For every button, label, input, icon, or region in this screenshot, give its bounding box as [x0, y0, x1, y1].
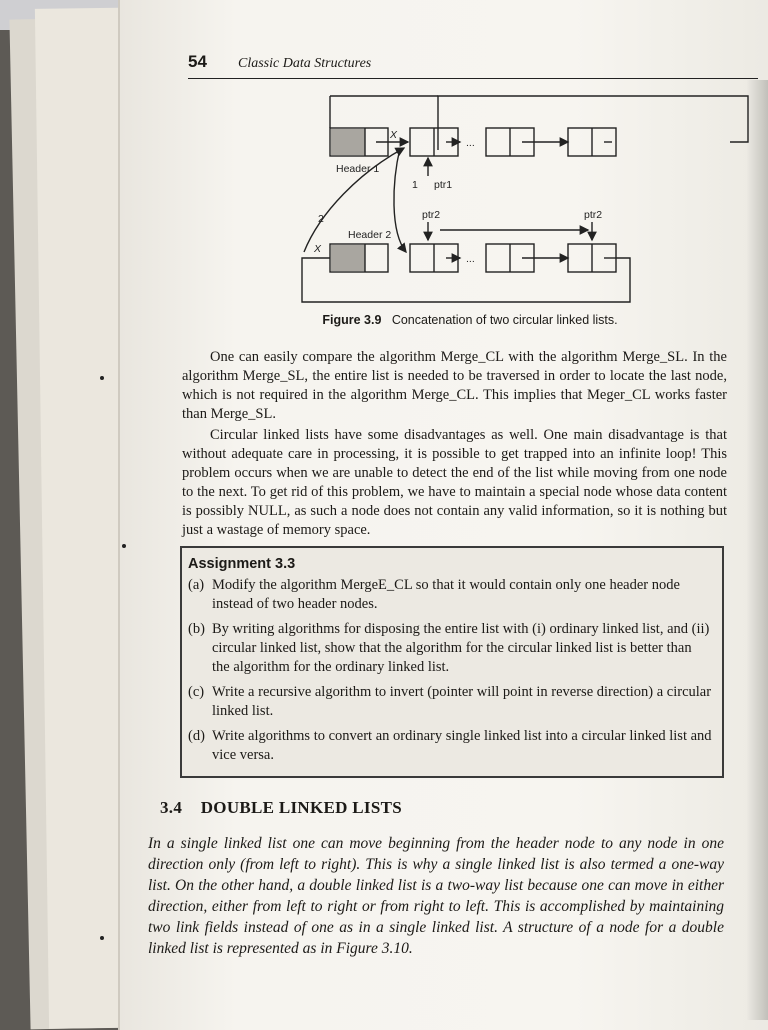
- x-mark-top: X: [390, 129, 398, 141]
- figure-caption: [260, 313, 680, 327]
- circular-lists-diagram: [300, 92, 760, 307]
- ellipsis-bottom: ...: [466, 253, 475, 265]
- running-header: [188, 50, 758, 79]
- ptr2-label-right: ptr2: [584, 209, 603, 221]
- assignment-item: [188, 576, 712, 614]
- page-number: 54: [188, 52, 207, 71]
- assignment-item-label: (b): [188, 621, 205, 637]
- top-loop-line: [438, 96, 748, 150]
- header2-label: Header 2: [348, 229, 392, 241]
- assignment-item: [188, 620, 712, 677]
- x-mark-bottom: X: [314, 243, 322, 255]
- assignment-item-label: (c): [188, 684, 205, 700]
- assignment-title: Assignment 3.3: [188, 556, 296, 572]
- figure-caption-number: Figure 3.9: [322, 313, 382, 327]
- figure-3-9-diagram: [300, 92, 760, 307]
- assignment-item: [188, 683, 712, 721]
- assignment-item-text: By writing algorithms for disposing the entire list with (i) ordinary linked list, and (ii) circular linked list, show that the algorithm for the circular linked list is better than the algorithm for the ordinary linked list.: [212, 621, 710, 675]
- paragraph-2-text: Circular linked lists have some disadvantages as well. One main disadvantage is that without adequate care in processing, it is possible to get trapped into an infinite loop! This problem occurs when we are unable to detect the end of the list while moving from one node to the next. To get rid of this problem, we have to maintain a special node whose data content is possibly NULL, as such a node does not contain any valid information, so it is nothing but just a wastage of memory space.: [182, 427, 727, 538]
- section-heading: [160, 798, 402, 818]
- margin-speck: [122, 544, 126, 548]
- label-one: 1: [412, 179, 418, 191]
- assignment-item-text: Write a recursive algorithm to invert (pointer will point in reverse direction) a circular linked list.: [212, 684, 712, 719]
- assignment-item: [188, 727, 712, 765]
- assignment-item-label: (a): [188, 577, 205, 593]
- ptr1-label: ptr1: [434, 179, 453, 191]
- ptr2-label-left: ptr2: [422, 209, 441, 221]
- ellipsis-top: ...: [466, 137, 475, 149]
- section-number: 3.4: [160, 798, 183, 817]
- paragraph-1-text: One can easily compare the algorithm Merge_CL with the algorithm Merge_SL. In the algorithm Merge_SL, the entire list is needed to be traversed in order to locate the last node, which is not required in the algorithm Merge_CL. This implies that Meger_CL works faster than Merge_SL.: [182, 349, 727, 422]
- assignment-item-text: Write algorithms to convert an ordinary single linked list into a circular linked list and vice versa.: [212, 728, 712, 763]
- assignment-box: [180, 546, 724, 778]
- header1-label: Header 1: [336, 163, 380, 175]
- book-page: [118, 0, 768, 1030]
- section-paragraph: In a single linked list one can move beginning from the header node to any node in one direction only (from left to right). This is why a single linked list is also termed a one-way list. On the other hand, a double linked list is a two-way list because one can move in either direction, either from left to right or from right to left. This is accomplished by maintaining two link fields instead of one as in a single linked list. A structure of a node for a double linked list is represented as in Figure 3.10.: [148, 835, 724, 957]
- paragraph-merge-comparison: [182, 348, 727, 424]
- book-title: Classic Data Structures: [238, 56, 372, 71]
- assignment-item-text: Modify the algorithm MergeE_CL so that it would contain only one header node instead of two header nodes.: [212, 577, 680, 612]
- section-title: DOUBLE LINKED LISTS: [200, 798, 402, 817]
- label-two: 2: [318, 213, 324, 225]
- margin-speck: [100, 376, 104, 380]
- link-1-line: [394, 148, 406, 252]
- assignment-list: [182, 576, 722, 765]
- figure-caption-text: Concatenation of two circular linked lists.: [391, 313, 618, 327]
- margin-speck: [100, 936, 104, 940]
- paragraph-disadvantages: [182, 426, 727, 540]
- assignment-item-label: (d): [188, 728, 205, 744]
